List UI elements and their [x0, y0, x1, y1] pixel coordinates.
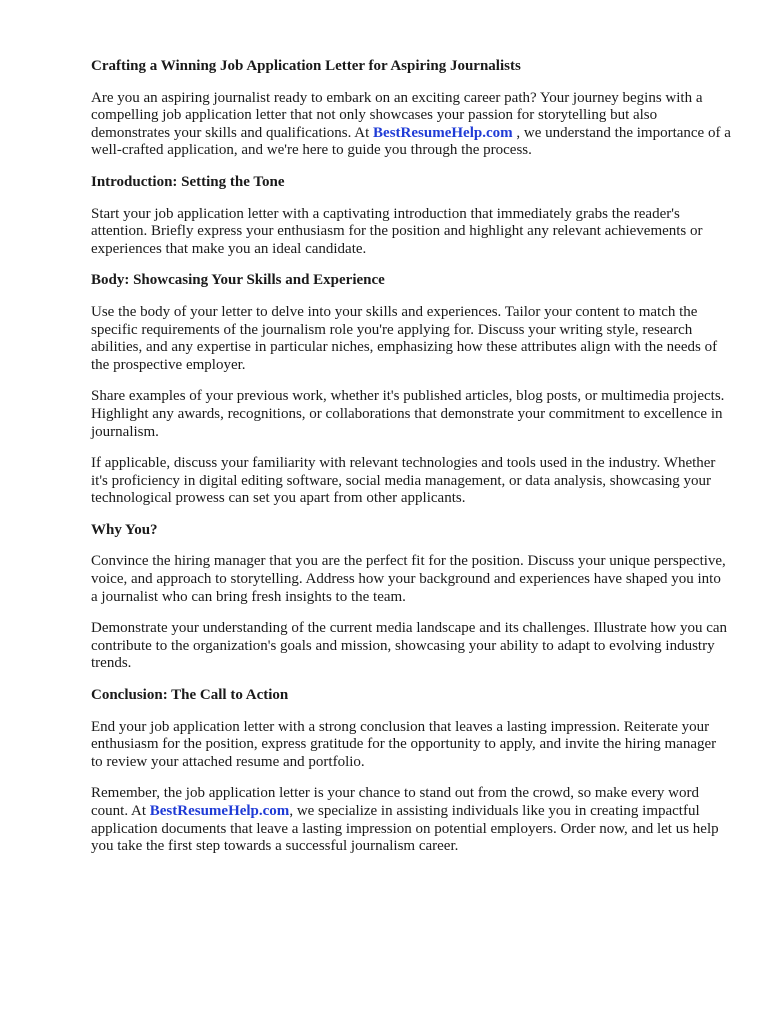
brand-link[interactable]: BestResumeHelp.com	[373, 124, 513, 141]
introduction-paragraph: Start your job application letter with a captivating introduction that immediately grabs the reader's attention. Briefly express your enthusiasm for the position and highlight any relevant achievements or experiences that make you an ideal candidate.	[91, 205, 703, 257]
conclusion-paragraph: End your job application letter with a strong conclusion that leaves a lasting impression. Reiterate your enthusiasm for the position, express gratitude for the opportunity to apply, and invite the hiring manager to review your attached resume and portfolio.	[91, 718, 717, 770]
section-heading-why-you: Why You?	[91, 521, 158, 538]
body-paragraph-skills: Use the body of your letter to delve into your skills and experiences. Tailor your content to match the specific requirements of the journalism role you're applying for. Discuss your writing style, research abilities, and any expertise in particular niches, emphasizing how these attributes align with the needs of the prospective employer.	[91, 303, 718, 373]
body-paragraph-examples: Share examples of your previous work, whether it's published articles, blog posts, or multimedia projects. Highlight any awards, recognitions, or collaborations that demonstrate your commitment to excellence in journalism.	[91, 388, 725, 440]
section-heading-conclusion: Conclusion: The Call to Action	[91, 687, 289, 704]
section-heading-body: Body: Showcasing Your Skills and Experience	[91, 272, 385, 289]
body-paragraph-technologies: If applicable, discuss your familiarity with relevant technologies and tools used in the industry. Whether it's proficiency in digital editing software, social media management, or data analysis, showcasing your technological prowess can set you apart from other applicants.	[91, 455, 716, 507]
document-title: Crafting a Winning Job Application Letter for Aspiring Journalists	[91, 58, 521, 74]
closing-paragraph	[91, 785, 731, 855]
section-heading-introduction: Introduction: Setting the Tone	[91, 173, 285, 190]
intro-text-after-link: , we understand the importance of a well-crafted application, and we're here to guide you through the process.	[91, 124, 731, 159]
intro-paragraph	[91, 90, 731, 160]
why-you-paragraph-fit: Convince the hiring manager that you are the perfect fit for the position. Discuss your unique perspective, voice, and approach to storytelling. Address how your background and experiences have shaped you into a journalist who can bring fresh insights to the team.	[91, 553, 726, 605]
brand-link-closing[interactable]: BestResumeHelp.com	[149, 803, 290, 819]
why-you-paragraph-landscape: Demonstrate your understanding of the current media landscape and its challenges. Illustrate how you can contribute to the organization's goals and mission, showcasing your ability to adapt to evolving industry trends.	[91, 620, 728, 672]
intro-text-before-link: Are you an aspiring journalist ready to embark on an exciting career path? Your journey begins with a compelling job application letter that not only showcases your passion for storytelling but also demonstrates your skills and qualifications. At	[91, 89, 703, 141]
document-page	[91, 58, 731, 870]
closing-text-after-link: , we specialize in assisting individuals like you in creating impactful application documents that leave a lasting impression on potential employers. Order now, and let us help you take the first step towards a successful journalism career.	[91, 803, 719, 855]
closing-text-before-link: Remember, the job application letter is your chance to stand out from the crowd, so make every word count. At	[91, 785, 699, 819]
